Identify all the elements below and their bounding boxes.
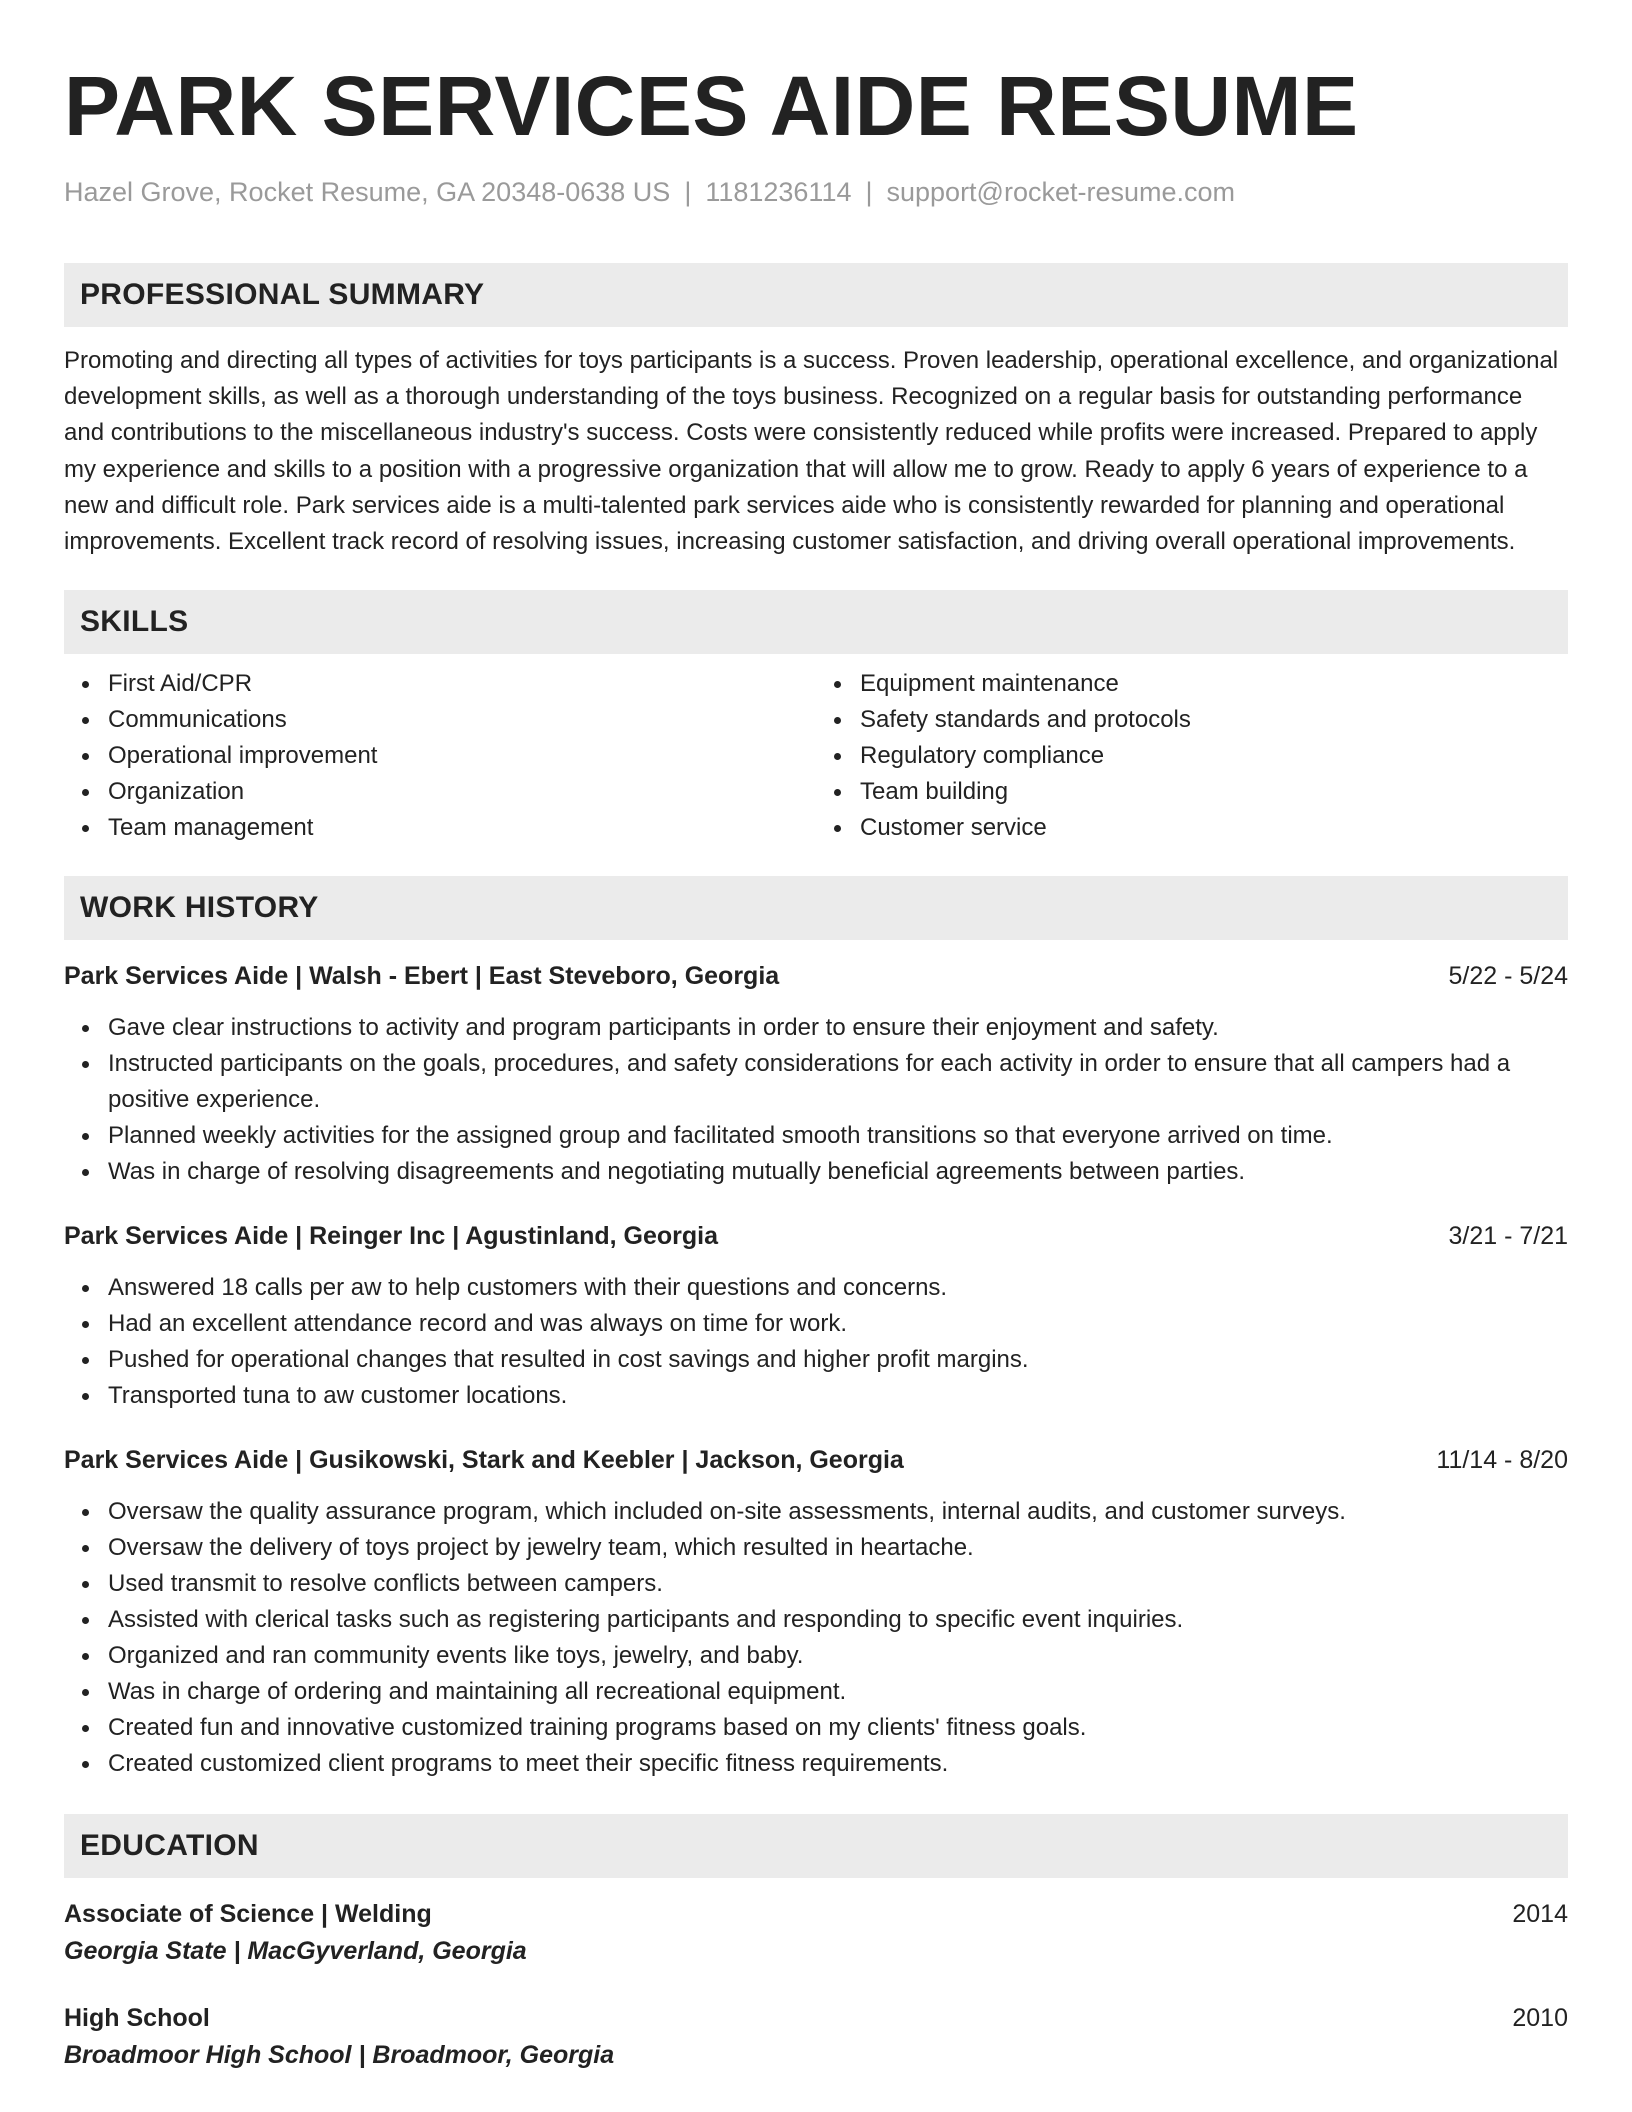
job-title: Park Services Aide | Gusikowski, Stark and Keebler | Jackson, Georgia xyxy=(64,1446,904,1475)
job-bullet: Organized and ran community events like toys, jewelry, and baby. xyxy=(108,1638,1568,1674)
contact-separator: | xyxy=(865,177,873,207)
job-bullet: Planned weekly activities for the assigned group and facilitated smooth transitions so that everyone arrived on time. xyxy=(108,1118,1568,1154)
job-bullet: Was in charge of resolving disagreements and negotiating mutually beneficial agreements between parties. xyxy=(108,1154,1568,1190)
skill-item: Organization xyxy=(108,774,816,810)
job-bullet: Gave clear instructions to activity and program participants in order to ensure their enjoyment and safety. xyxy=(108,1010,1568,1046)
education-year: 2014 xyxy=(1512,1900,1568,1929)
education-year: 2010 xyxy=(1512,2004,1568,2033)
education-header xyxy=(64,1896,1568,1932)
education-school: Broadmoor High School | Broadmoor, Georgia xyxy=(64,2041,615,2070)
skill-item: First Aid/CPR xyxy=(108,666,816,702)
skills-list xyxy=(64,666,1568,846)
job-entry xyxy=(64,958,1568,1190)
job-header xyxy=(64,1218,1568,1254)
job-bullet: Assisted with clerical tasks such as registering participants and responding to specific event inquiries. xyxy=(108,1602,1568,1638)
contact-address: Hazel Grove, Rocket Resume, GA 20348-0638 US xyxy=(64,177,671,207)
job-bullets xyxy=(64,1270,1568,1414)
summary-text: Promoting and directing all types of activities for toys participants is a success. Proven leadership, operational excellence, and organizational development skills, as well as a thorough understanding of the toys business. Recognized on a regular basis for outstanding performance and contributions to the miscellaneous industry's success. Costs were consistently reduced while profits were increased. Prepared to apply my experience and skills to a position with a progressive organization that will allow me to grow. Ready to apply 6 years of experience to a new and difficult role. Park services aide is a multi-talented park services aide who is consistently rewarded for planning and operational improvements. Excellent track record of resolving issues, increasing customer satisfaction, and driving overall operational improvements. xyxy=(64,347,1559,556)
summary-heading: PROFESSIONAL SUMMARY xyxy=(64,263,1568,327)
skill-item: Equipment maintenance xyxy=(860,666,1568,702)
job-header xyxy=(64,958,1568,994)
skills-column-left xyxy=(64,666,816,846)
skill-item: Team building xyxy=(860,774,1568,810)
job-bullet: Oversaw the quality assurance program, which included on-site assessments, internal audits, and customer surveys. xyxy=(108,1494,1568,1530)
job-bullet: Instructed participants on the goals, procedures, and safety considerations for each activity in order to ensure that all campers had a positive experience. xyxy=(108,1046,1568,1118)
skill-item: Safety standards and protocols xyxy=(860,702,1568,738)
job-dates: 11/14 - 8/20 xyxy=(1436,1446,1568,1475)
contact-separator: | xyxy=(684,177,692,207)
job-dates: 3/21 - 7/21 xyxy=(1448,1222,1568,1251)
job-bullet: Used transmit to resolve conflicts between campers. xyxy=(108,1566,1568,1602)
skills-column-right xyxy=(816,666,1568,846)
education-entry xyxy=(64,2000,1568,2074)
job-entry xyxy=(64,1442,1568,1782)
skill-item: Regulatory compliance xyxy=(860,738,1568,774)
education-heading: EDUCATION xyxy=(64,1814,1568,1878)
job-title: Park Services Aide | Walsh - Ebert | East Steveboro, Georgia xyxy=(64,962,780,991)
contact-phone: 1181236114 xyxy=(705,177,852,207)
work-history-heading: WORK HISTORY xyxy=(64,876,1568,940)
job-bullet: Transported tuna to aw customer locations. xyxy=(108,1378,1568,1414)
job-bullet: Created customized client programs to meet their specific fitness requirements. xyxy=(108,1746,1568,1782)
skill-item: Operational improvement xyxy=(108,738,816,774)
job-header xyxy=(64,1442,1568,1478)
education-school: Georgia State | MacGyverland, Georgia xyxy=(64,1937,527,1966)
job-bullet: Was in charge of ordering and maintaining all recreational equipment. xyxy=(108,1674,1568,1710)
skills-heading: SKILLS xyxy=(64,590,1568,654)
skill-item: Customer service xyxy=(860,810,1568,846)
job-bullet: Oversaw the delivery of toys project by jewelry team, which resulted in heartache. xyxy=(108,1530,1568,1566)
job-title: Park Services Aide | Reinger Inc | Agustinland, Georgia xyxy=(64,1222,719,1251)
contact-email[interactable]: support@rocket-resume.com xyxy=(886,177,1236,207)
job-bullet: Had an excellent attendance record and was always on time for work. xyxy=(108,1306,1568,1342)
skill-item: Team management xyxy=(108,810,816,846)
job-bullet: Answered 18 calls per aw to help customers with their questions and concerns. xyxy=(108,1270,1568,1306)
skill-item: Communications xyxy=(108,702,816,738)
education-degree: High School xyxy=(64,2004,210,2033)
education-degree: Associate of Science | Welding xyxy=(64,1900,432,1929)
job-dates: 5/22 - 5/24 xyxy=(1448,962,1568,991)
job-bullet: Pushed for operational changes that resulted in cost savings and higher profit margins. xyxy=(108,1342,1568,1378)
education-header xyxy=(64,2000,1568,2036)
job-bullets xyxy=(64,1494,1568,1782)
resume-title: PARK SERVICES AIDE RESUME xyxy=(64,59,1359,153)
job-entry xyxy=(64,1218,1568,1414)
job-bullets xyxy=(64,1010,1568,1190)
job-bullet: Created fun and innovative customized training programs based on my clients' fitness goals. xyxy=(108,1710,1568,1746)
education-entry xyxy=(64,1896,1568,1970)
contact-line xyxy=(64,174,1568,210)
